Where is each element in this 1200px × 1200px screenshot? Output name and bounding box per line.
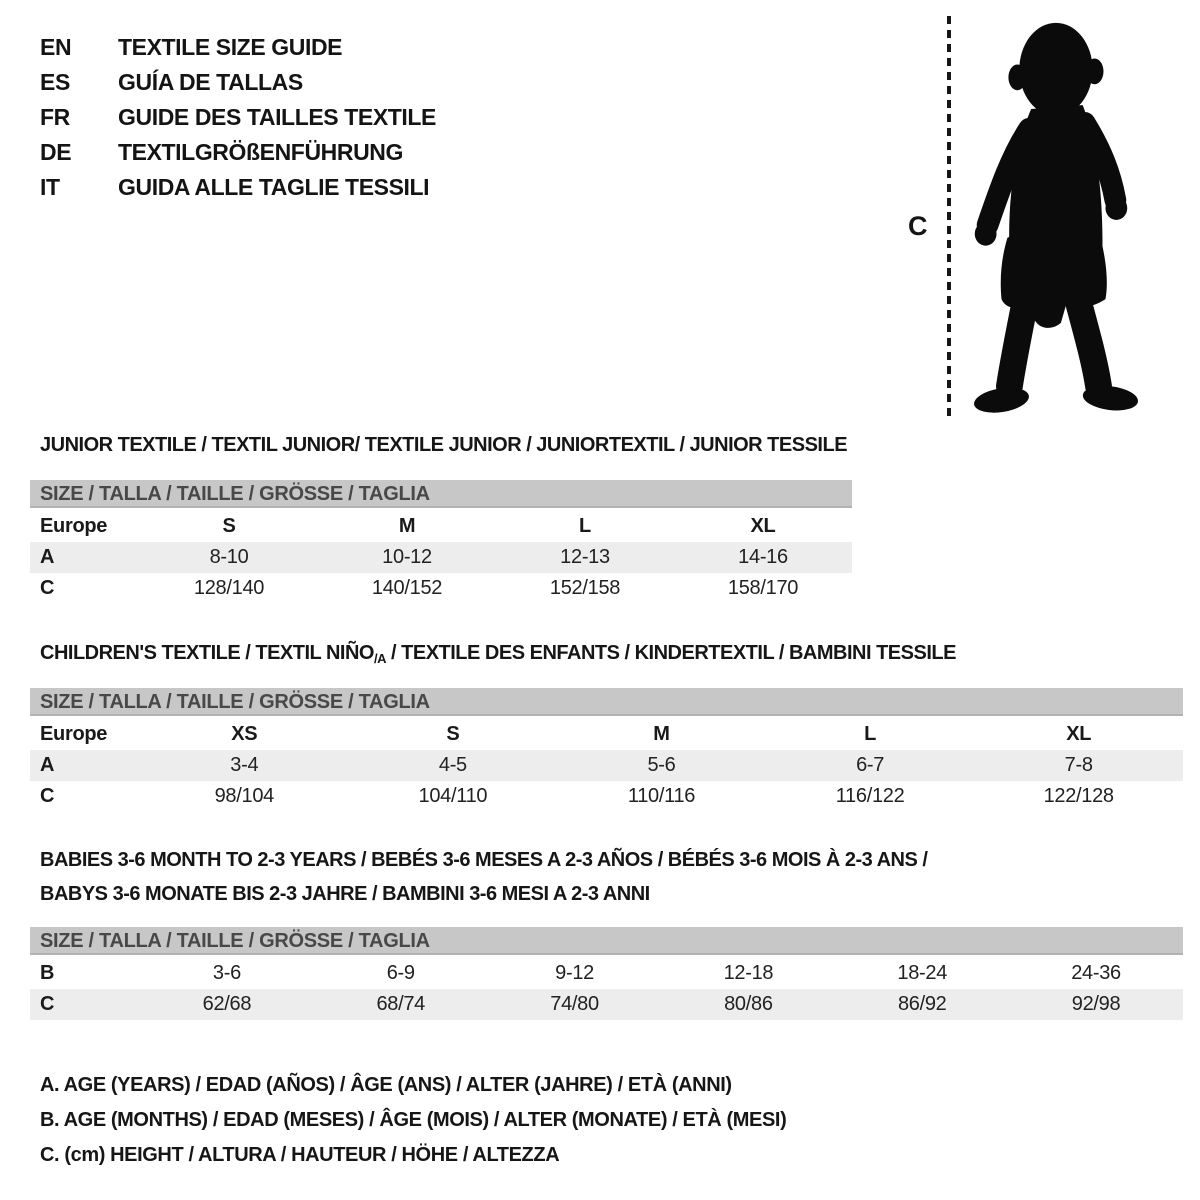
title-text: BABIES 3-6 MONTH TO 2-3 YEARS / BEBÉS 3-6 MESES A 2-3 AÑOS / BÉBÉS 3-6 MOIS À 2-3 ANS /	[40, 849, 928, 871]
title-text: BABYS 3-6 MONATE BIS 2-3 JAHRE / BAMBINI 3-6 MESI A 2-3 ANNI	[40, 883, 650, 905]
guide-title: TEXTILGRÖßENFÜHRUNG	[118, 139, 403, 165]
measurement-legend	[40, 1068, 786, 1173]
table-row	[30, 542, 852, 573]
size-cell: M	[398, 515, 416, 537]
language-code: ES	[40, 69, 70, 95]
size-cell: S	[222, 515, 236, 537]
list-item	[40, 30, 436, 65]
table-row	[30, 781, 1183, 812]
size-cell: XS	[231, 723, 258, 745]
size-cell: XL	[1066, 723, 1092, 745]
row-label: C	[40, 785, 55, 807]
toddler-silhouette-icon	[960, 12, 1142, 418]
size-cell: 6-7	[856, 754, 885, 776]
height-measure-label: C	[908, 211, 928, 241]
size-cell: 128/140	[193, 577, 265, 599]
table-row	[30, 989, 1183, 1020]
size-cell: 80/86	[724, 993, 773, 1015]
table-body	[30, 719, 1183, 812]
size-cell: 62/68	[202, 993, 252, 1015]
size-table-header: SIZE / TALLA / TAILLE / GRÖSSE / TAGLIA	[30, 927, 1183, 955]
legend-line-a: A. AGE (YEARS) / EDAD (AÑOS) / ÂGE (ANS) / ALTER (JAHRE) / ETÀ (ANNI)	[40, 1074, 732, 1096]
legend-line-b: B. AGE (MONTHS) / EDAD (MESES) / ÂGE (MOIS) / ALTER (MONATE) / ETÀ (MESI)	[40, 1109, 787, 1131]
row-label: A	[40, 754, 55, 776]
table-row	[30, 958, 1183, 989]
title-text: CHILDREN'S TEXTILE / TEXTIL NIÑO	[40, 642, 374, 664]
junior-section-title	[40, 434, 847, 457]
size-cell: 104/110	[418, 785, 488, 807]
size-cell: 3-4	[230, 754, 259, 776]
row-label: B	[40, 962, 55, 984]
size-cell: 4-5	[438, 754, 467, 776]
table-row	[30, 719, 1183, 750]
size-cell: 140/152	[371, 577, 443, 599]
size-cell: S	[446, 723, 460, 745]
size-cell: 68/74	[376, 993, 426, 1015]
size-cell: 8-10	[209, 546, 249, 568]
size-cell: 3-6	[212, 962, 241, 984]
guide-title: GUIDA ALLE TAGLIE TESSILI	[118, 174, 430, 200]
language-code: DE	[40, 139, 72, 165]
guide-title: GUÍA DE TALLAS	[118, 69, 303, 95]
size-cell: 18-24	[897, 962, 948, 984]
guide-title: TEXTILE SIZE GUIDE	[118, 34, 343, 60]
language-code: EN	[40, 34, 72, 60]
row-label: A	[40, 546, 55, 568]
children-section-title	[40, 642, 956, 666]
size-cell: 98/104	[214, 785, 274, 807]
legend-line-c: C. (cm) HEIGHT / ALTURA / HAUTEUR / HÖHE / ALTEZZA	[40, 1144, 560, 1166]
size-table-header: SIZE / TALLA / TAILLE / GRÖSSE / TAGLIA	[30, 480, 852, 508]
children-size-table	[30, 688, 1183, 812]
language-title-list	[40, 30, 436, 205]
title-text: / TEXTILE DES ENFANTS / KINDERTEXTIL / BAMBINI TESSILE	[385, 642, 956, 664]
size-cell: 12-18	[723, 962, 774, 984]
title-subscript: /A	[373, 651, 386, 666]
row-label: C	[40, 993, 55, 1015]
size-cell: 6-9	[386, 962, 415, 984]
babies-size-table	[30, 927, 1183, 1020]
row-label: Europe	[40, 723, 108, 745]
title-text: JUNIOR TEXTILE / TEXTIL JUNIOR/ TEXTILE JUNIOR / JUNIORTEXTIL / JUNIOR TESSILE	[40, 434, 848, 456]
list-item	[40, 100, 436, 135]
table-row	[30, 750, 1183, 781]
table-row	[30, 573, 852, 604]
size-cell: 10-12	[382, 546, 432, 568]
size-cell: 92/98	[1071, 993, 1121, 1015]
size-cell: 74/80	[550, 993, 599, 1015]
size-cell: 5-6	[647, 754, 676, 776]
size-cell: 9-12	[555, 962, 594, 984]
size-cell: 158/170	[727, 577, 799, 599]
list-item	[40, 170, 436, 205]
size-cell: 110/116	[627, 785, 696, 807]
size-cell: 12-13	[560, 546, 610, 568]
junior-size-table	[30, 480, 852, 604]
size-cell: 7-8	[1064, 754, 1093, 776]
size-cell: 152/158	[549, 577, 621, 599]
row-label: Europe	[40, 515, 108, 537]
height-measure-dashed-line	[947, 16, 951, 416]
size-cell: 14-16	[738, 546, 788, 568]
size-cell: M	[653, 723, 670, 745]
size-cell: L	[579, 515, 591, 537]
size-cell: 116/122	[835, 785, 905, 807]
row-label: C	[40, 577, 55, 599]
size-table-header: SIZE / TALLA / TAILLE / GRÖSSE / TAGLIA	[30, 688, 1183, 716]
babies-section-title	[40, 843, 927, 911]
size-cell: 122/128	[1043, 785, 1114, 807]
size-cell: 24-36	[1071, 962, 1121, 984]
size-cell: XL	[750, 515, 776, 537]
size-cell: L	[864, 723, 877, 745]
table-row	[30, 511, 852, 542]
guide-title: GUIDE DES TAILLES TEXTILE	[118, 104, 436, 130]
table-body	[30, 958, 1183, 1020]
language-code: FR	[40, 104, 70, 130]
list-item	[40, 135, 436, 170]
list-item	[40, 65, 436, 100]
language-code: IT	[40, 174, 60, 200]
table-body	[30, 511, 852, 604]
size-cell: 86/92	[897, 993, 947, 1015]
